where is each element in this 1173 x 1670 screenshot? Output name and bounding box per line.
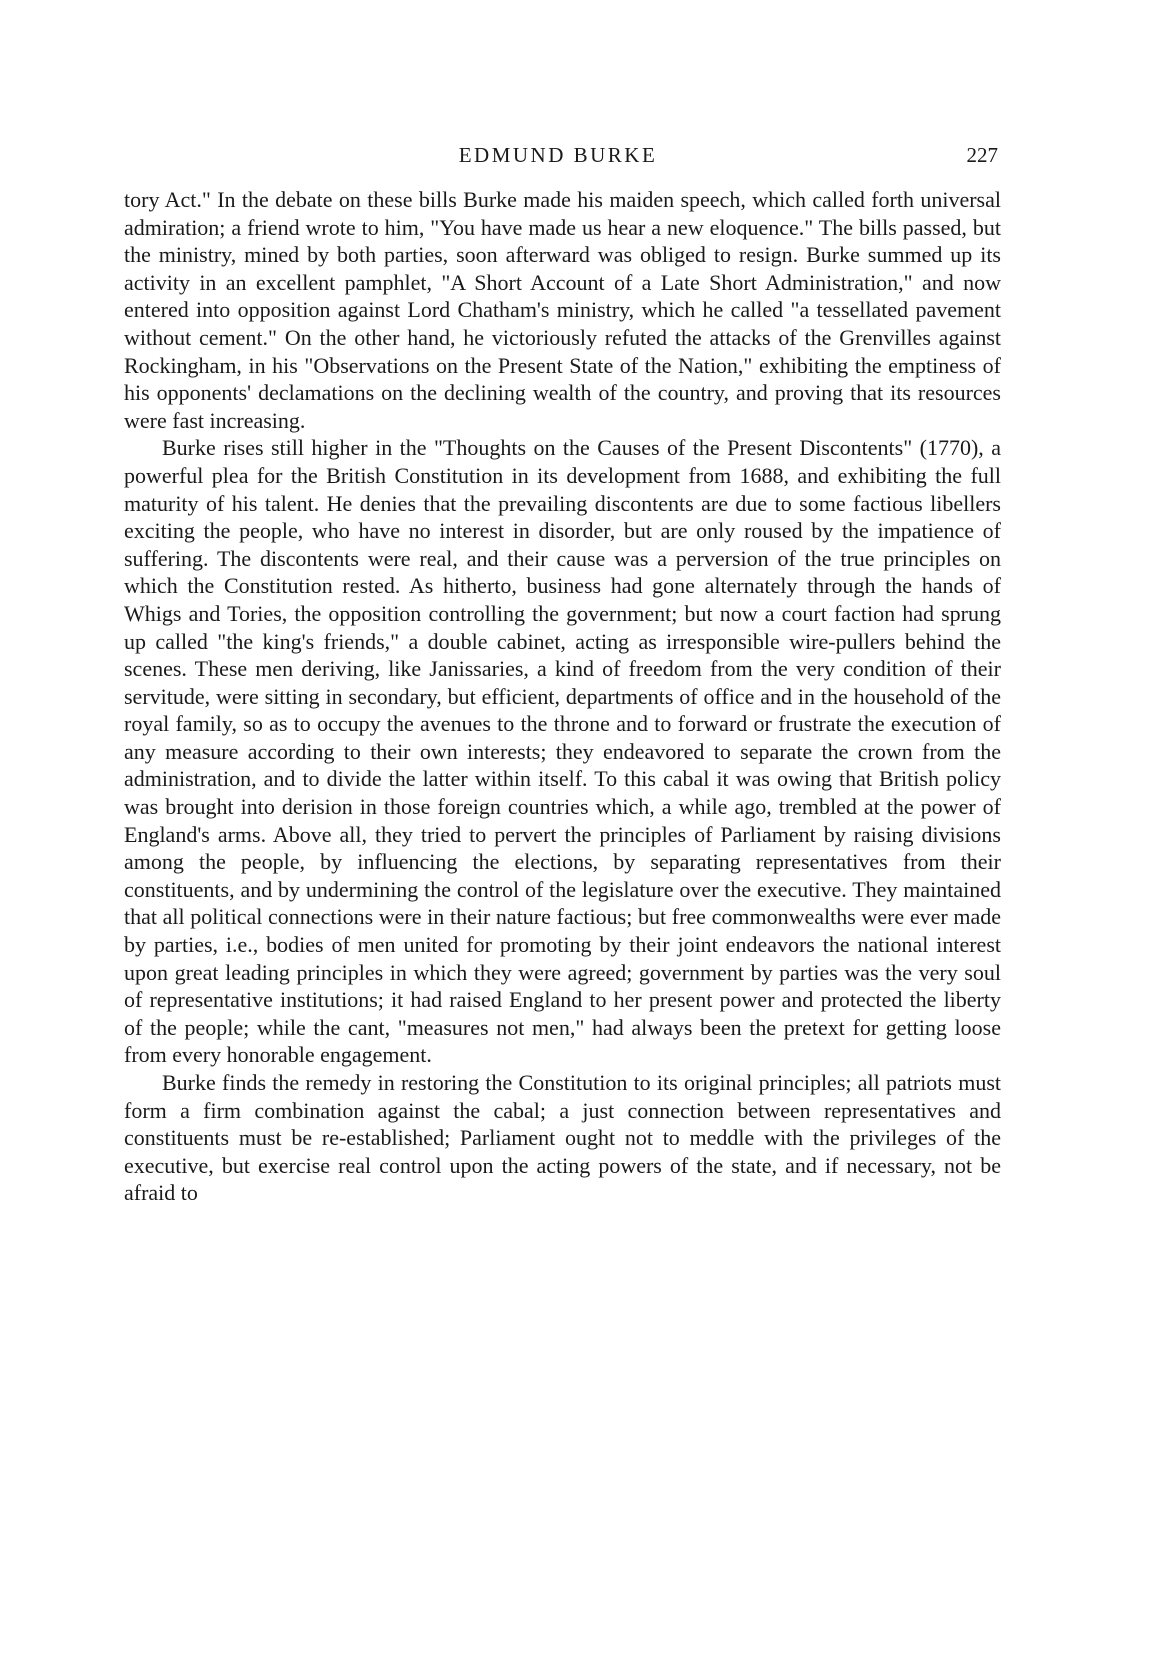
running-title: EDMUND BURKE [458, 143, 658, 167]
paragraph-3: Burke finds the remedy in restoring the Constitution to its original principles; all patriots must form a firm combination against the cabal; a just connection between representatives and constituents must be re-established; Parliament ought not to meddle with the privileges of the executive, but exercise real control upon the acting powers of the state, and if necessary, not be afraid to [124, 1070, 1001, 1206]
paragraph-1: tory Act." In the debate on these bills Burke made his maiden speech, which called forth universal admiration; a friend wrote to him, "You have made us hear a new eloquence." The bills passed, but the ministry, mined by both parties, soon afterward was obliged to resign. Burke summed up its activity in an excellent pamphlet, "A Short Account of a Late Short Administration," and now entered into opposition against Lord Chatham's ministry, which he called "a tessellated pavement without cement." On the other hand, he victoriously refuted the attacks of the Grenvilles against Rockingham, in his "Observations on the Present State of the Nation," exhibiting the emptiness of his opponents' declamations on the declining wealth of the country, and proving that its resources were fast increasing. [124, 187, 1001, 433]
page-number: 227 [966, 143, 998, 167]
body-text [124, 186, 1001, 1207]
running-head [118, 143, 998, 173]
paragraph-2: Burke rises still higher in the "Thoughts on the Causes of the Present Discontents" (1770), a powerful plea for the British Constitution in its development from 1688, and exhibiting the full maturity of his talent. He denies that the prevailing discontents are due to some factious libellers exciting the people, who have no interest in disorder, but are only roused by the impatience of suffering. The discontents were real, and their cause was a perversion of the true principles on which the Constitution rested. As hitherto, business had gone alternately through the hands of Whigs and Tories, the opposition controlling the government; but now a court faction had sprung up called "the king's friends," a double cabinet, acting as irresponsible wire-pullers behind the scenes. These men deriving, like Janissaries, a kind of freedom from the very condition of their servitude, were sitting in secondary, but efficient, departments of office and in the household of the royal family, so as to occupy the avenues to the throne and to forward or frustrate the execution of any measure according to their own interests; they endeavored to separate the crown from the administration, and to divide the latter within itself. To this cabal it was owing that British policy was brought into derision in those foreign countries which, a while ago, trembled at the power of England's arms. Above all, they tried to pervert the principles of Parliament by raising divisions among the people, by influencing the elections, by separating representatives from their constituents, and by undermining the control of the legislature over the executive. They maintained that all political connections were in their nature factious; but free commonwealths were ever made by parties, i.e., bodies of men united for promoting by their joint endeavors the national interest upon great leading principles in which they were agreed; government by parties was the very soul of representative institutions; it had raised England to her present power and protected the liberty of the people; while the cant, "measures not men," had always been the pretext for getting loose from every honorable engagement. [124, 435, 1001, 1068]
